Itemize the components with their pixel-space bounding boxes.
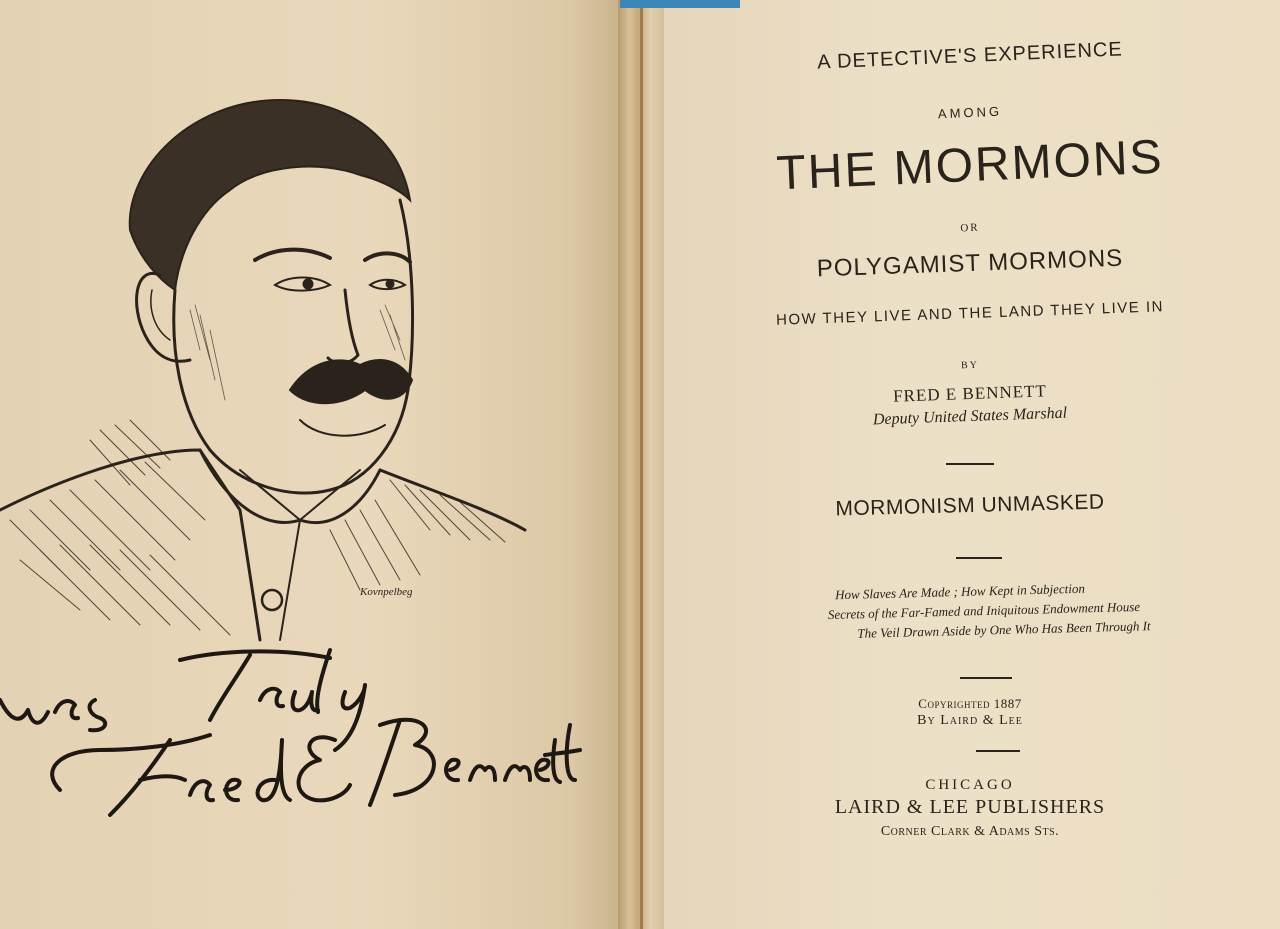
rule-4 xyxy=(976,750,1020,752)
book-title: THE MORMONS xyxy=(775,130,1165,201)
book-tagline: HOW THEY LIVE AND THE LAND THEY LIVE IN xyxy=(775,298,1165,329)
title-line-detective: A DETECTIVE'S EXPERIENCE xyxy=(816,38,1124,74)
blurb-line-2: Secrets of the Far-Famed and Iniquitous Endowment House xyxy=(827,598,1141,623)
title-line-by: BY xyxy=(960,359,980,372)
rule-3 xyxy=(960,677,1012,679)
copyright-line: Copyrighted 1887 xyxy=(918,696,1022,711)
title-line-among: AMONG xyxy=(937,103,1003,122)
signature-icon xyxy=(0,630,600,830)
section-title: MORMONISM UNMASKED xyxy=(835,490,1105,521)
title-page xyxy=(660,0,1280,929)
rule-1 xyxy=(946,463,994,465)
book-subtitle: POLYGAMIST MORMONS xyxy=(816,244,1124,283)
author-name: FRED E BENNETT xyxy=(892,381,1048,406)
title-line-or: OR xyxy=(960,221,980,235)
rule-2 xyxy=(956,557,1002,559)
gutter-fold xyxy=(640,0,643,929)
publisher-name: LAIRD & LEE PUBLISHERS xyxy=(834,796,1106,818)
publisher-city: CHICAGO xyxy=(925,777,1015,793)
portrait-engraving-icon xyxy=(0,90,560,650)
copyright-by: By Laird & Lee xyxy=(917,713,1023,728)
blurb-line-3: The Veil Drawn Aside by One Who Has Been Through It xyxy=(857,618,1151,641)
publisher-address: Corner Clark & Adams Sts. xyxy=(880,824,1060,839)
author-role: Deputy United States Marshal xyxy=(872,404,1068,429)
blurb-line-1: How Slaves Are Made ; How Kept in Subjection xyxy=(834,580,1086,603)
engraver-mark: Kovnpelbeg xyxy=(360,586,413,598)
